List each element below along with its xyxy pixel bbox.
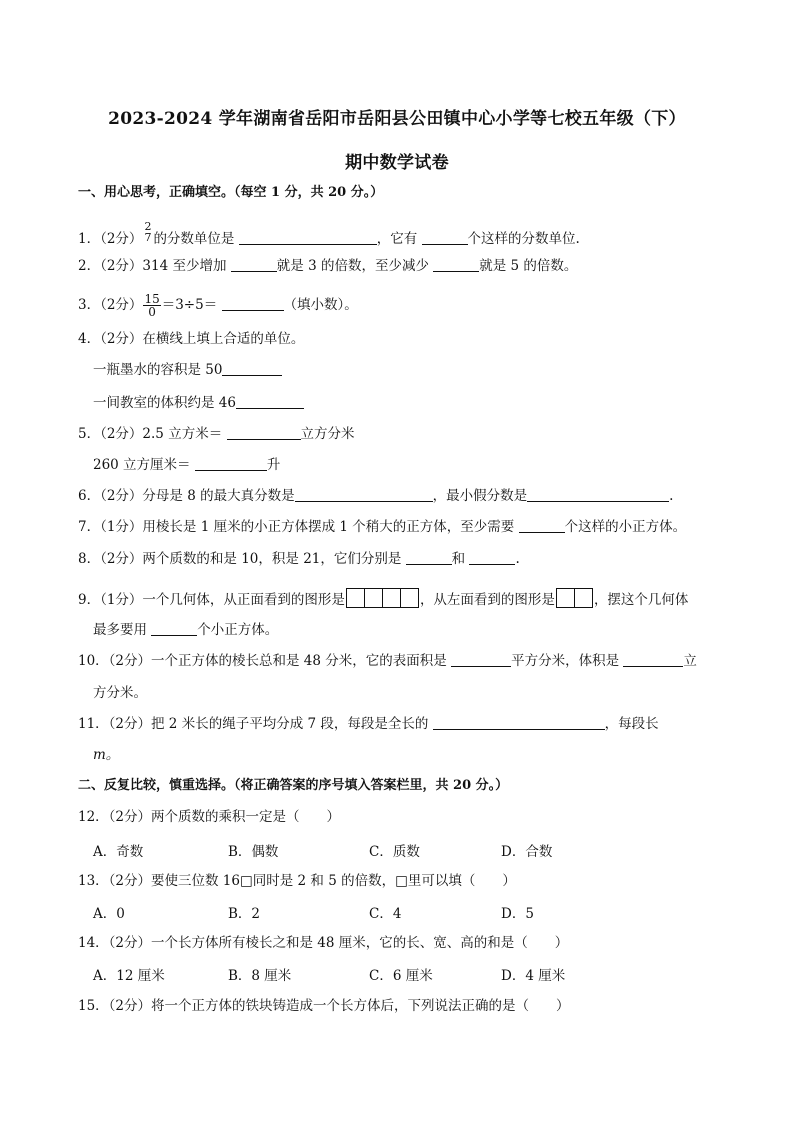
q5b-text: 260 立方厘米＝ [93, 457, 191, 473]
q6-prefix: 6．（2分）分母是 8 的最大真分数是 [78, 488, 295, 504]
q1-answer-blank-2[interactable] [422, 230, 468, 245]
q3-text: ＝3÷5＝ [161, 297, 218, 313]
q6-text: ，最小假分数是 [432, 488, 528, 504]
q5a-answer-blank[interactable] [227, 425, 301, 440]
q13-option-c[interactable]: C．4 [369, 906, 402, 922]
question-10 [78, 651, 697, 671]
q5b-answer-blank[interactable] [195, 456, 267, 471]
q6-answer-blank-2[interactable] [527, 487, 669, 502]
question-11 [78, 714, 659, 734]
q9-suffix: 个小正方体。 [197, 622, 279, 638]
q2-suffix: 就是 5 的倍数。 [479, 258, 578, 274]
q1-prefix: 1．（2分） [78, 231, 143, 247]
question-6 [78, 486, 673, 506]
question-9 [78, 588, 688, 610]
q14-option-d[interactable]: D．4 厘米 [501, 968, 566, 984]
q3-answer-blank[interactable] [222, 296, 284, 311]
q10-answer-blank-1[interactable] [451, 652, 511, 667]
section-heading-2: 二、反复比较，慎重选择。（将正确答案的序号填入答案栏里，共 20 分。） [78, 778, 509, 793]
q13-option-a[interactable]: A．0 [93, 906, 125, 922]
q9-line2-text: 最多要用 [93, 622, 147, 638]
q9-text-2: ，摆这个几何体 [593, 592, 689, 608]
q11-answer-blank[interactable] [433, 715, 605, 730]
q1-answer-blank-1[interactable] [239, 230, 377, 245]
question-11-line2: m。 [93, 747, 120, 763]
question-15: 15．（2分）将一个正方体的铁块铸造成一个长方体后，下列说法正确的是（ ） [78, 998, 570, 1014]
q4a-text: 一瓶墨水的容积是 50 [93, 362, 223, 378]
q10-text-2: 立 [683, 653, 697, 669]
q8-prefix: 8．（2分）两个质数的和是 10，积是 21，它们分别是 [78, 551, 402, 567]
question-9-line2 [93, 620, 278, 640]
q5-prefix: 5．（2分）2.5 立方米＝ [78, 426, 223, 442]
question-5 [78, 424, 355, 444]
q12-option-c[interactable]: C．质数 [369, 844, 420, 860]
question-4a [93, 360, 282, 380]
q12-option-b[interactable]: B．偶数 [228, 844, 279, 860]
q7-suffix: 个这样的小正方体。 [564, 519, 687, 535]
question-5b [93, 455, 280, 475]
question-3 [78, 293, 358, 318]
q12-option-d[interactable]: D．合数 [501, 844, 553, 860]
page-title: 2023-2024 学年湖南省岳阳市岳阳县公田镇中心小学等七校五年级（下） [108, 109, 686, 129]
q8-answer-blank-2[interactable] [469, 550, 515, 565]
q13-option-d[interactable]: D．5 [501, 906, 534, 922]
q1-denominator: 7 [144, 231, 152, 244]
q6-suffix: . [669, 488, 674, 504]
q9-text: ，从左面看到的图形是 [419, 592, 555, 608]
q14-option-b[interactable]: B．8 厘米 [228, 968, 292, 984]
q3-prefix: 3．（2分） [78, 297, 143, 313]
page-subtitle: 期中数学试卷 [345, 153, 449, 173]
q11-text: ，每段长 [604, 716, 659, 732]
question-10-line2: 方分米。 [93, 685, 147, 701]
q2-answer-blank-1[interactable] [231, 257, 277, 272]
q4b-answer-blank[interactable] [236, 394, 304, 409]
q4a-answer-blank[interactable] [222, 361, 282, 376]
question-13: 13．（2分）要使三位数 16□同时是 2 和 5 的倍数，□里可以填（ ） [78, 873, 516, 889]
q3-suffix: （填小数）。 [283, 297, 358, 313]
q10-text: 平方分米，体积是 [511, 653, 620, 669]
question-14: 14．（2分）一个长方体所有棱长之和是 48 厘米，它的长、宽、高的和是（ ） [78, 935, 569, 951]
q3-denominator: 0 [143, 305, 160, 318]
q2-text: 就是 3 的倍数，至少减少 [276, 258, 429, 274]
question-1 [78, 221, 580, 249]
question-2 [78, 256, 577, 276]
q3-numerator: 15 [144, 292, 160, 306]
q1-numerator: 2 [144, 220, 152, 233]
q4b-text: 一间教室的体积约是 46 [93, 395, 236, 411]
q1-suffix: 个这样的分数单位. [467, 231, 580, 247]
q1-fraction [143, 221, 152, 243]
q8-suffix: . [515, 551, 520, 567]
question-12: 12．（2分）两个质数的乘积一定是（ ） [78, 809, 341, 825]
q10-answer-blank-2[interactable] [623, 652, 683, 667]
q5-unit: 立方分米 [300, 426, 355, 442]
q1-text-2: ，它有 [376, 231, 418, 247]
q8-answer-blank-1[interactable] [406, 550, 452, 565]
q2-prefix: 2．（2分）314 至少增加 [78, 258, 227, 274]
q1-text: 的分数单位是 [153, 231, 235, 247]
question-7 [78, 517, 686, 537]
q2-answer-blank-2[interactable] [433, 257, 479, 272]
q3-fraction [143, 293, 160, 318]
q13-option-b[interactable]: B．2 [228, 906, 261, 922]
question-8 [78, 549, 520, 569]
q8-text: 和 [451, 551, 466, 567]
q7-answer-blank[interactable] [519, 518, 565, 533]
q12-option-a[interactable]: A．奇数 [93, 844, 144, 860]
q10-prefix: 10．（2分）一个正方体的棱长总和是 48 分米，它的表面积是 [78, 653, 447, 669]
q5b-unit: 升 [266, 457, 281, 473]
q6-answer-blank-1[interactable] [295, 487, 433, 502]
q9-left-view-figure [556, 588, 593, 608]
section-heading-1: 一、用心思考，正确填空。（每空 1 分，共 20 分。） [78, 185, 384, 200]
q11-prefix: 11．（2分）把 2 米长的绳子平均分成 7 段，每段是全长的 [78, 716, 429, 732]
q9-prefix: 9．（1分）一个几何体，从正面看到的图形是 [78, 592, 345, 608]
q9-answer-blank[interactable] [151, 621, 197, 636]
q9-front-view-figure [346, 588, 419, 608]
question-4: 4．（2分）在横线上填上合适的单位。 [78, 331, 305, 347]
question-4b [93, 393, 304, 413]
q7-prefix: 7．（1分）用棱长是 1 厘米的小正方体摆成 1 个稍大的正方体，至少需要 [78, 519, 515, 535]
q14-option-a[interactable]: A．12 厘米 [93, 968, 165, 984]
q14-option-c[interactable]: C．6 厘米 [369, 968, 433, 984]
